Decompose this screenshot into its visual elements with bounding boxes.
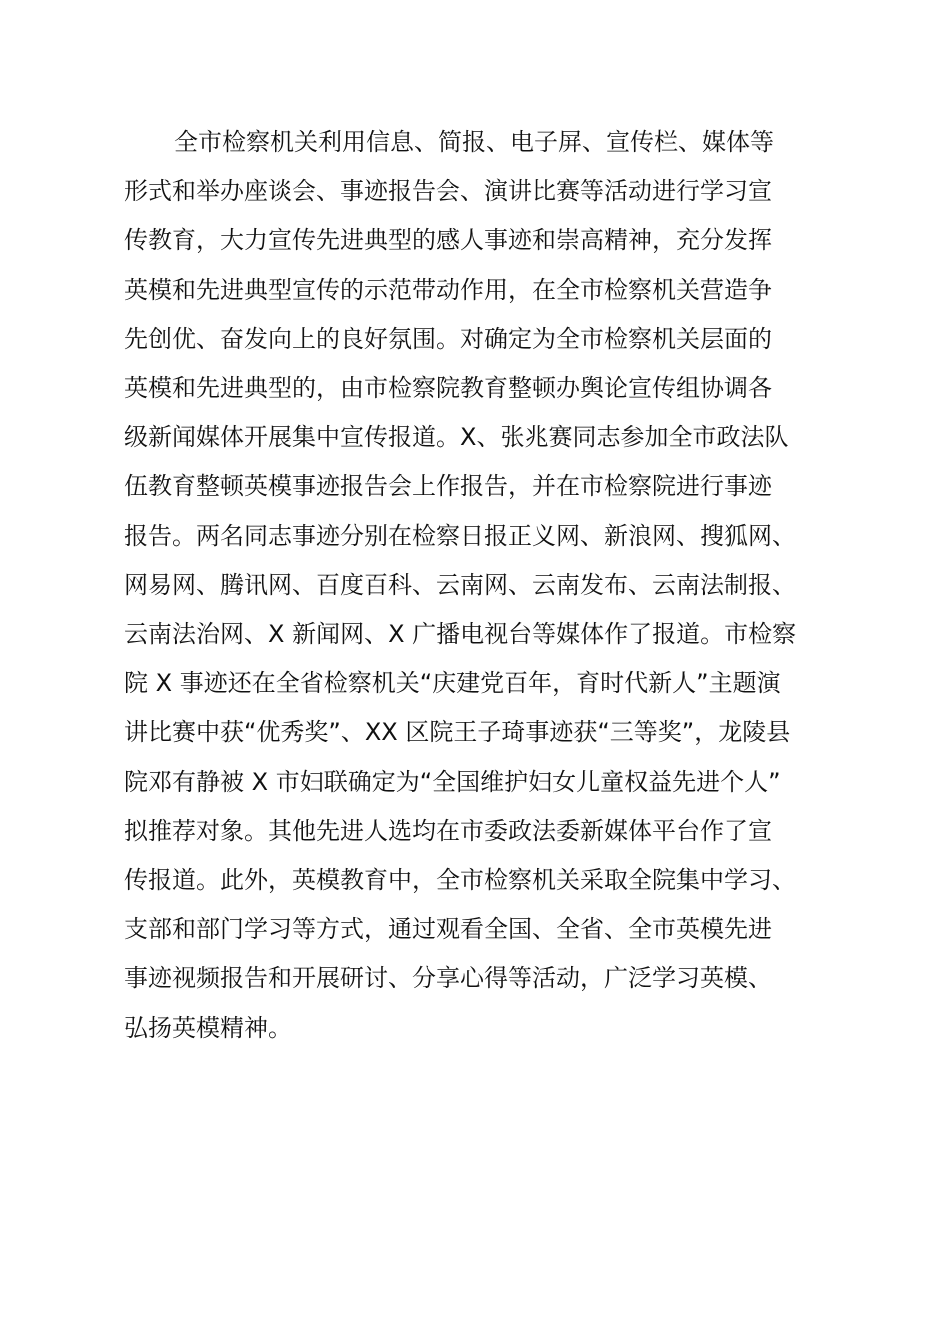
paragraph-line: 网易网、腾讯网、百度百科、云南网、云南发布、云南法制报、 xyxy=(124,570,796,599)
paragraph-line: 支部和部门学习等方式，通过观看全国、全省、全市英模先进 xyxy=(124,915,772,944)
paragraph-line: 英模和先进典型宣传的示范带动作用，在全市检察机关营造争 xyxy=(124,275,772,304)
paragraph-line: 事迹视频报告和开展研讨、分享心得等活动，广泛学习英模、 xyxy=(124,964,772,993)
body-paragraph xyxy=(124,118,864,1053)
paragraph-line: 先创优、奋发向上的良好氛围。对确定为全市检察机关层面的 xyxy=(124,324,772,353)
paragraph-line: 拟推荐对象。其他先进人选均在市委政法委新媒体平台作了宣 xyxy=(124,816,772,845)
paragraph-line: 传报道。此外，英模教育中，全市检察机关采取全院集中学习、 xyxy=(124,866,796,895)
paragraph-line: 伍教育整顿英模事迹报告会上作报告，并在市检察院进行事迹 xyxy=(124,472,772,501)
paragraph-line: 英模和先进典型的，由市检察院教育整顿办舆论宣传组协调各 xyxy=(124,374,772,403)
paragraph-line: 传教育，大力宣传先进典型的感人事迹和崇高精神，充分发挥 xyxy=(124,226,772,255)
paragraph-line: 全市检察机关利用信息、简报、电子屏、宣传栏、媒体等 xyxy=(174,128,774,156)
paragraph-line: 报告。两名同志事迹分别在检察日报正义网、新浪网、搜狐网、 xyxy=(124,521,796,550)
paragraph-line: 讲比赛中获“优秀奖”、XX 区院王子琦事迹获“三等奖”，龙陵县 xyxy=(124,718,791,747)
paragraph-line: 云南法治网、X 新闻网、X 广播电视台等媒体作了报道。市检察 xyxy=(124,620,797,649)
paragraph-line: 院邓有静被 X 市妇联确定为“全国维护妇女儿童权益先进个人” xyxy=(124,767,781,796)
paragraph-line: 级新闻媒体开展集中宣传报道。X、张兆赛同志参加全市政法队 xyxy=(124,423,789,452)
paragraph-line: 形式和举办座谈会、事迹报告会、演讲比赛等活动进行学习宣 xyxy=(124,177,772,206)
paragraph-line: 院 X 事迹还在全省检察机关“庆建党百年，育时代新人”主题演 xyxy=(124,669,781,698)
paragraph-line: 弘扬英模精神。 xyxy=(124,1013,292,1042)
